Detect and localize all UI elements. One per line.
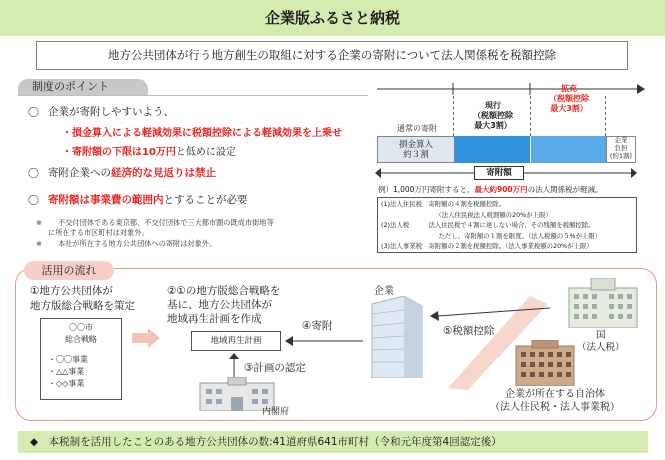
step-5: ⑤税額控除	[443, 325, 495, 337]
note-1-mark: ※	[36, 218, 43, 227]
document-item: ・△△事業	[48, 367, 85, 376]
burden-label: 企業 負担 (約1割)	[609, 136, 633, 160]
regional-plan-box: 地域再生計画	[191, 331, 281, 351]
tax-row: ただし、寄附額の１割を限度。（法人税額の５%が上限）	[381, 231, 602, 240]
point-3	[48, 192, 248, 207]
local-government-label: 企業が所在する自治体 （法人住民税・法人事業税）	[490, 389, 620, 413]
circle-bullet-icon: 〇	[28, 106, 39, 119]
tax-breakdown-list	[381, 199, 601, 252]
note-1-line-2: に所在する市区町村は対象外。	[48, 228, 149, 237]
footer-text: 本税制を活用したことのある地方公共団体の数:41道府県641市町村（令和元年度第4回認定後）	[48, 436, 502, 448]
points-tab: 制度のポイント	[18, 79, 148, 95]
point-2	[48, 165, 216, 180]
dashed-divider	[530, 96, 532, 136]
current-label: 現行 （税額控除 最大3割）	[473, 101, 513, 130]
diamond-icon: ◆	[30, 436, 39, 448]
note-2-mark: ※	[36, 239, 43, 248]
example-post: の法人関係税が軽減。	[527, 185, 603, 194]
point-1: 企業が寄附しやすいよう、	[48, 106, 174, 118]
circle-bullet-icon: 〇	[28, 194, 39, 207]
up-arrow-icon	[228, 353, 240, 379]
flow-tab: 活用の流れ	[24, 261, 114, 280]
example-text	[378, 184, 603, 195]
step-2: ②①の地方版総合戦略を 基に、地方公共団体が 地域再生計画を作成	[167, 285, 281, 325]
company-building-icon	[364, 296, 424, 378]
tax-row: (3)法人事業税 寄附額の２割を税額控除。（法人事業税額の20%が上限）	[381, 242, 593, 250]
point-1-sub-1: ・損金算入による軽減効果に税額控除による軽減効果を上乗せ	[62, 128, 342, 139]
donation-arrow-icon	[285, 335, 363, 347]
tax-credit-arrow-icon	[430, 306, 550, 322]
expanded-label: 拡充 （税額控除 最大3割）	[549, 84, 589, 113]
point-1-sub-2-rest: と低めに設定	[175, 147, 236, 158]
example-pre: 例）1,000万円寄附すると、	[378, 185, 475, 194]
footer-bar	[18, 431, 648, 453]
example-red: 最大約900万円	[474, 185, 528, 194]
point-2-red: 経済的な見返りは禁止	[111, 167, 216, 179]
point-1-sub-2-red: ・寄附額の下限は10万円	[62, 147, 176, 158]
current-credit-bar	[455, 136, 530, 163]
step-4: ④寄附	[302, 320, 333, 332]
dashed-divider	[453, 96, 455, 136]
tax-row: (2)法人税 法人住民税で４割に達しない場合、その残額を税額控除。	[381, 221, 595, 229]
page-title: 企業版ふるさと納税	[264, 9, 400, 27]
page-subtitle: 地方公共団体が行う地方創生の取組に対する企業の寄附について法人関係税を税額控除	[36, 41, 628, 70]
note-1-line-1: 不交付団体である東京都、不交付団体で三大都市圏の既成市街地等	[58, 218, 274, 227]
national-government-icon	[567, 278, 639, 328]
national-label: 国 （法人税）	[577, 330, 625, 353]
step-3: ③計画の認定	[244, 362, 306, 374]
document-items	[48, 354, 88, 390]
step-1: ①地方公共団体が 地方版総合戦略を策定	[30, 285, 135, 312]
document-item: ・◇◇事業	[48, 379, 85, 388]
dashed-divider	[605, 96, 607, 136]
amount-label: 寄附額	[474, 166, 524, 180]
document-item: ・〇〇事業	[48, 355, 88, 364]
point-2-pre: 寄附企業への	[48, 167, 111, 179]
circle-bullet-icon: 〇	[28, 167, 39, 180]
point-1-sub-2	[62, 143, 236, 158]
local-government-icon	[514, 340, 576, 386]
expanded-credit-bar	[531, 136, 606, 163]
tax-row: (1)法人住民税 寄附額の４割を税額控除。	[381, 200, 506, 208]
points-divider	[18, 95, 368, 96]
loss-label: 損金算入 約３割	[398, 140, 433, 160]
tax-row: （法人住民税法人税割額の20%が上限）	[381, 210, 552, 219]
cabinet-label: 内閣府	[262, 407, 290, 417]
point-3-rest: とすることが必要	[163, 194, 248, 206]
company-label: 企業	[374, 286, 394, 297]
document-title: 〇〇市 総合戦略	[65, 323, 97, 344]
point-3-red: 寄附額は事業費の範囲内	[48, 194, 164, 206]
note-2: 本社が所在する地方公共団体への寄附は対象外。	[58, 239, 217, 248]
usual-donation-label: 通常の寄附	[397, 124, 437, 133]
flow-arrow-icon	[132, 328, 160, 348]
